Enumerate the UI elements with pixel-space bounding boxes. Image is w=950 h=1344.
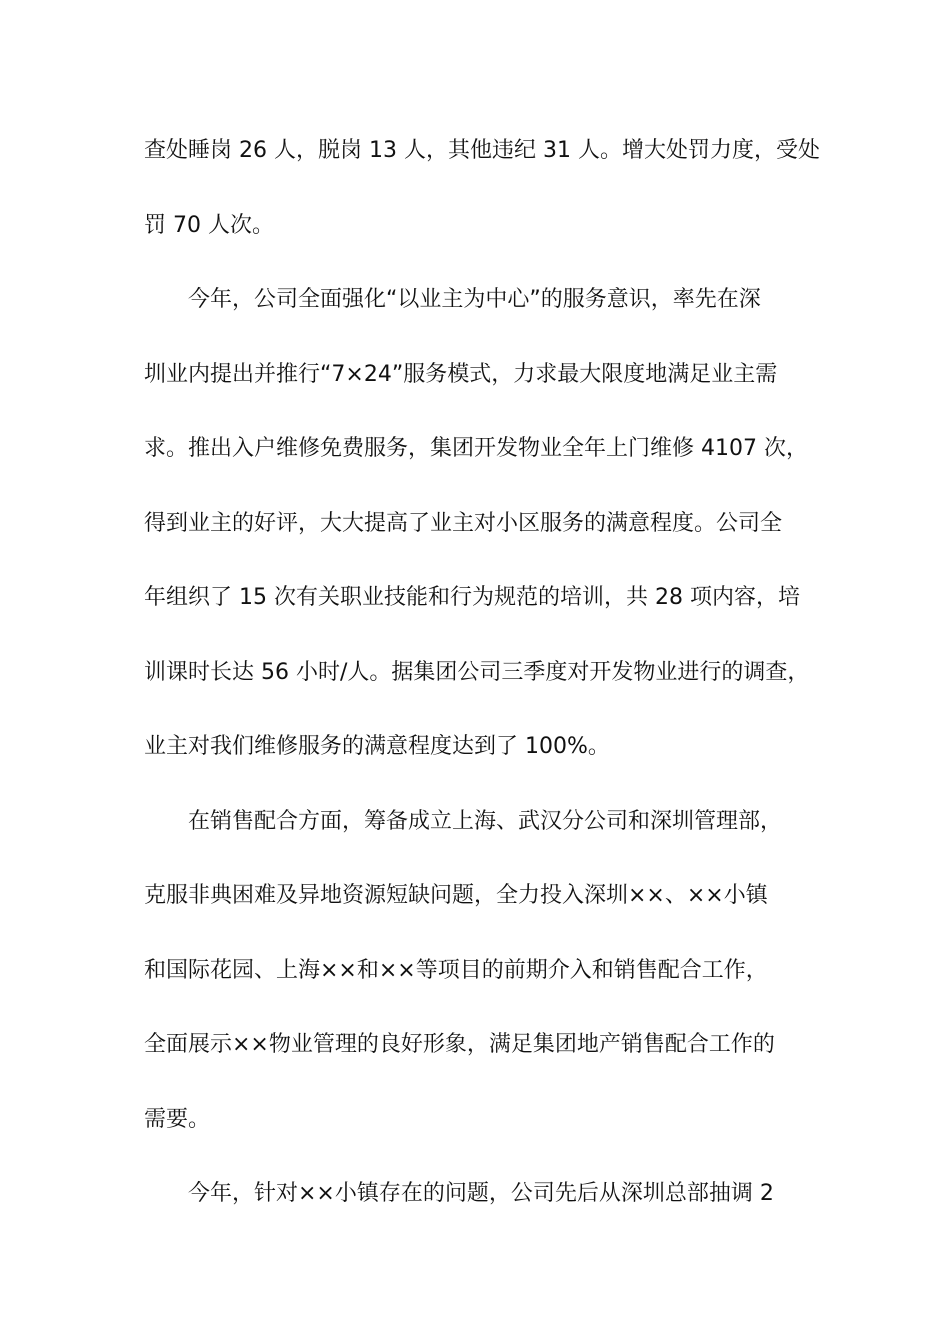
text-line: 圳业内提出并推行“7×24”服务模式，力求最大限度地满足业主需 [144,361,778,387]
text-line: 查处睡岗 26 人，脱岗 13 人，其他违纪 31 人。增大处罚力度，受处 [144,138,820,163]
body-text [144,114,820,1232]
text-line: 得到业主的好评，大大提高了业主对小区服务的满意程度。公司全 [144,510,783,536]
text-line: 罚 70 人次。 [144,212,274,238]
text-line: 全面展示××物业管理的良好形象，满足集团地产销售配合工作的 [144,1032,775,1057]
paragraph-start-line: 今年，公司全面强化“以业主为中心”的服务意识，率先在深 [188,287,761,312]
paragraph-start-line: 今年，针对××小镇存在的问题，公司先后从深圳总部抽调 2 [188,1181,774,1206]
text-line: 克服非典困难及异地资源短缺问题，全力投入深圳××、××小镇 [144,883,768,908]
text-line: 和国际花园、上海××和××等项目的前期介入和销售配合工作， [144,957,768,983]
text-line: 求。推出入户维修免费服务，集团开发物业全年上门维修 4107 次， [144,436,808,461]
text-line: 年组织了 15 次有关职业技能和行为规范的培训，共 28 项内容，培 [144,585,800,610]
text-line: 业主对我们维修服务的满意程度达到了 100%。 [144,734,610,759]
text-line: 训课时长达 56 小时/人。据集团公司三季度对开发物业进行的调查， [144,659,810,685]
paragraph-start-line: 在销售配合方面，筹备成立上海、武汉分公司和深圳管理部， [188,808,783,834]
text-line: 需要。 [144,1106,211,1132]
